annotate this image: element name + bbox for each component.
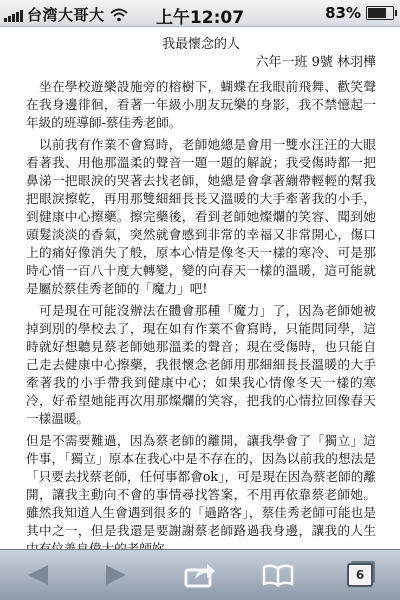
battery-icon: [366, 6, 394, 20]
tabs-button[interactable]: [338, 558, 382, 592]
document-title: 我最懷念的人: [161, 37, 240, 52]
status-time: 上午12:07: [155, 8, 245, 28]
tab-count: 6: [347, 563, 373, 587]
back-arrow-icon: [25, 563, 51, 587]
bookmarks-icon: [261, 562, 295, 588]
forward-button[interactable]: [94, 558, 138, 592]
paragraph: 坐在學校遊樂設施旁的榕樹下，蝴蝶在我眼前飛舞、歡笑聲在我身邊徘徊，看著一年級小朋友玩樂的身影，我不禁憶起一年級的班導師-蔡佳秀老師。: [26, 79, 376, 130]
share-icon: [183, 561, 217, 589]
paragraph: 以前我有作業不會寫時，老師她總是會用一雙水汪汪的大眼看著我、用他那溫柔的聲音一題一題的解說；我受傷時都一把鼻涕一把眼淚的哭著去找老師，她總是會拿著繃帶輕輕的幫我把眼淚擦乾，再用那雙細細長長又溫暖的大手牽著我的小手，到健康中心擦藥。擦完藥後，看到老師她燦爛的笑容、聞到她頭髮淡淡的香氣，突然就會感到非常的幸福又非常開心，傷口上的痛好像消失了般，原本心情是像冬天一樣的寒冷、可是那時心情一百八十度大轉變，變的向春天一樣的溫暖，這可能就是屬於蔡佳秀老師的「魔力」吧!: [26, 137, 376, 296]
carrier-name: 台湾大哥大: [27, 6, 105, 24]
paragraph: 但是不需要難過，因為蔡老師的離開，讓我學會了「獨立」這件事，「獨立」原本在我心中是不存在的，因為以前我的想法是「只要去找蔡老師，任何事都會ok」，可是現在因為蔡老師的離開，讓我主動向不會的事情尋找答案，不用再依靠蔡老師她。雖然我知道人生會遇到很多的「過路客」，蔡佳秀老師可能也是其中之一，但是我還是要謝謝蔡老師路過我身邊，讓我的人生: [26, 433, 376, 538]
document-byline: 六年一班 9號 林羽樺: [255, 55, 376, 70]
document-body: [26, 30, 376, 550]
status-bar: [0, 0, 400, 27]
bookmarks-button[interactable]: [256, 558, 300, 592]
status-right: [325, 4, 394, 22]
share-button[interactable]: [178, 558, 222, 592]
browser-toolbar: [0, 549, 400, 600]
back-button[interactable]: [16, 558, 60, 592]
forward-arrow-icon: [103, 563, 129, 587]
battery-level: [368, 8, 386, 18]
battery-percent: 83%: [325, 4, 361, 22]
paragraph: 可是現在可能沒辦法在體會那種「魔力」了，因為老師她被掉到別的學校去了，現在如有作業不會寫時，只能問同學，這時就好想聽見蔡老師她那溫柔的聲音；現在受傷時，也只能自己走去健康中心擦藥，我很懷念老師用那細細長長溫暖的大手牽著我的小手帶我到健康中心；如果我心情像冬天一樣的寒冷，好希望她能再次用那燦爛的笑容，把我的心情拉回像春天一樣溫暖。: [26, 303, 376, 426]
